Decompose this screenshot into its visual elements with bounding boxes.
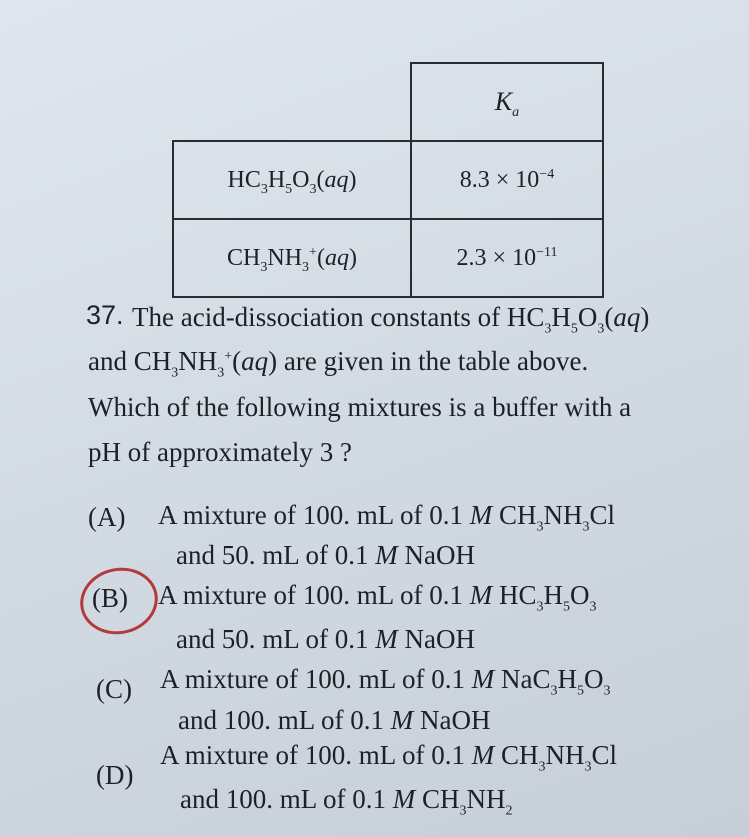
ka-header-cell xyxy=(411,63,603,141)
choice-b-line-1: A mixture of 100. mL of 0.1 M $HC_3H_5O_3$ xyxy=(158,580,597,615)
choice-b-letter: (B) xyxy=(92,583,128,613)
species-cell xyxy=(173,219,411,297)
choice-d-letter: (D) xyxy=(96,760,134,790)
ka-value-cell xyxy=(411,141,603,219)
question-line-2: and $CH_3NH_3^+(aq)$ are given in the table above. xyxy=(88,346,589,381)
ka-header-label: $K_a$ xyxy=(494,87,520,121)
species-text: $CH_3NH_3^+(aq)$ xyxy=(227,244,357,275)
ka-value: $2.3 \times 10^{-11}$ xyxy=(456,244,558,271)
choice-d-line-1: A mixture of 100. mL of 0.1 M $CH_3NH_3Cl$ xyxy=(160,740,617,775)
table-corner-cell xyxy=(173,63,411,141)
table-header-row xyxy=(173,63,603,141)
ka-value: $8.3 \times 10^{-4}$ xyxy=(459,166,555,193)
choice-a-letter: (A) xyxy=(88,502,126,532)
choice-c-letter: (C) xyxy=(96,674,132,704)
choice-d-line-2: and 100. mL of 0.1 M $CH_3NH_2$ xyxy=(180,784,513,819)
question-line-3: Which of the following mixtures is a buffer with a xyxy=(88,392,632,422)
table-row xyxy=(173,219,603,297)
question-line-1: The acid-dissociation constants of $HC_3H_5O_3(aq)$ xyxy=(132,302,650,337)
species-text: $HC_3H_5O_3(aq)$ xyxy=(227,166,357,197)
ka-value-cell xyxy=(411,219,603,297)
choice-a-line-2: and 50. mL of 0.1 M NaOH xyxy=(176,540,475,570)
choice-c-line-2: and 100. mL of 0.1 M NaOH xyxy=(178,705,491,735)
species-cell xyxy=(173,141,411,219)
choice-a-line-1: A mixture of 100. mL of 0.1 M $CH_3NH_3Cl$ xyxy=(158,500,615,535)
choice-b-line-2: and 50. mL of 0.1 M NaOH xyxy=(176,624,475,654)
table-row xyxy=(173,141,603,219)
question-number: 37. xyxy=(86,300,124,330)
hand-drawn-circle-annotation xyxy=(74,561,164,642)
ka-table xyxy=(172,62,604,298)
question-line-4: pH of approximately 3 ? xyxy=(88,437,352,467)
choice-c-line-1: A mixture of 100. mL of 0.1 M $NaC_3H_5O_3$ xyxy=(160,664,611,699)
